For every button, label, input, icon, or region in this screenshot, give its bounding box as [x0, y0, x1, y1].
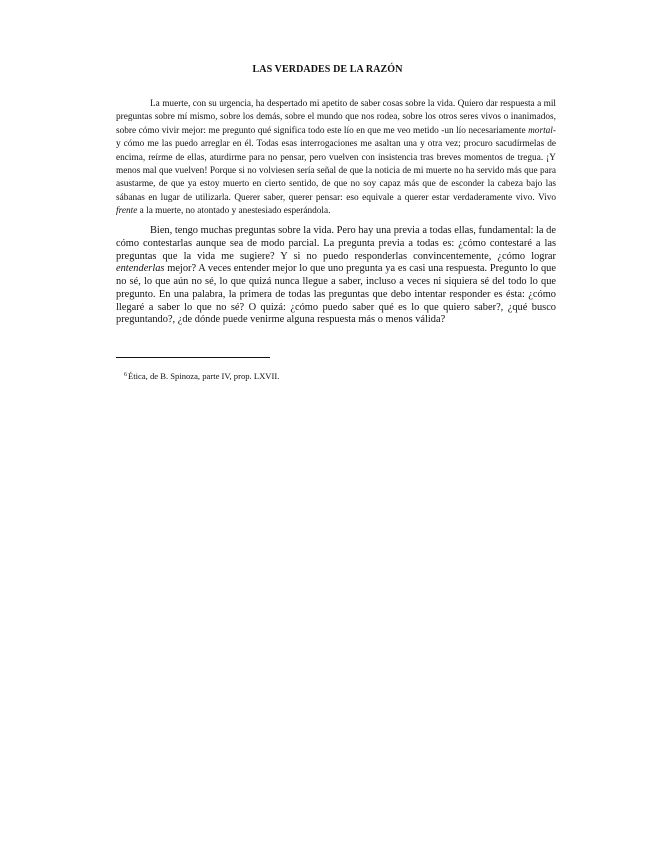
paragraph-1-text-b: - y cómo me las puedo arreglar en él. Todas esas interrogaciones me asaltan una y otra vez; procuro sacudírmelas de encima, reírme de ellas, aturdirme para no pensar, pero vuelven con insistencia tras breves momentos de tregua. ¡Y menos mal que vuelven! Porque si no volviesen sería señal de que la noticia de mi muerte no ha servido más que para asustarme, de que ya estoy muerto en cierto sentido, de que no soy capaz más que de esconder la cabeza bajo las sábanas en lugar de utilizarla. Querer saber, querer pensar: eso equivale a querer estar verdaderamente vivo. Vivo: [116, 125, 556, 203]
footnote-separator: [116, 357, 270, 358]
footnote-marker: 6: [124, 372, 127, 378]
paragraph-2-text-a: Bien, tengo muchas preguntas sobre la vida. Pero hay una previa a todas ellas, fundamental: la de cómo contestarlas aunque sea de modo parcial. La pregunta previa a todas es: ¿cómo contestaré a las preguntas que la vida me sugiere? Y si no puedo responderlas convincentemente, ¿cómo lograr: [116, 225, 556, 262]
paragraph-1-text-a: La muerte, con su urgencia, ha despertado mi apetito de saber cosas sobre la vida. Quiero dar respuesta a mil preguntas sobre mí mismo, sobre los demás, sobre el mundo que nos rodea, sobre los otros seres vivos o inanimados, sobre cómo vivir mejor: me pregunto qué significa todo este lío en que me veo metido -un lío necesariamente: [116, 99, 556, 136]
paragraph-2: [116, 225, 556, 327]
paragraph-2-text-b: mejor? A veces entender mejor lo que uno pregunta ya es casi una respuesta. Pregunto lo que no sé, lo que aún no sé, lo que quizá nunca llegue a saber, incluso a veces ni siquiera sé del todo lo que pregunto. En una palabra, la primera de todas las preguntas que debo intentar responder es ésta: ¿cómo llegaré a saber lo que no sé? O quizá: ¿cómo puedo saber qué es lo que quiero saber?, ¿qué busco preguntando?, ¿de dónde puede venirme alguna respuesta más o menos válida?: [116, 263, 556, 326]
page-title: LAS VERDADES DE LA RAZÓN: [252, 64, 403, 75]
paragraph-1: [116, 98, 556, 219]
footnote-text: Ética, de B. Spinoza, parte IV, prop. LXVII.: [128, 371, 280, 381]
paragraph-1-italic-frente: frente: [116, 206, 138, 217]
paragraph-2-italic-entenderlas: entenderlas: [116, 263, 165, 275]
paragraph-1-text-c: a la muerte, no atontado y anestesiado esperándola.: [137, 206, 331, 217]
paragraph-1-italic-mortal: mortal: [528, 125, 553, 136]
footnote: [124, 371, 279, 381]
